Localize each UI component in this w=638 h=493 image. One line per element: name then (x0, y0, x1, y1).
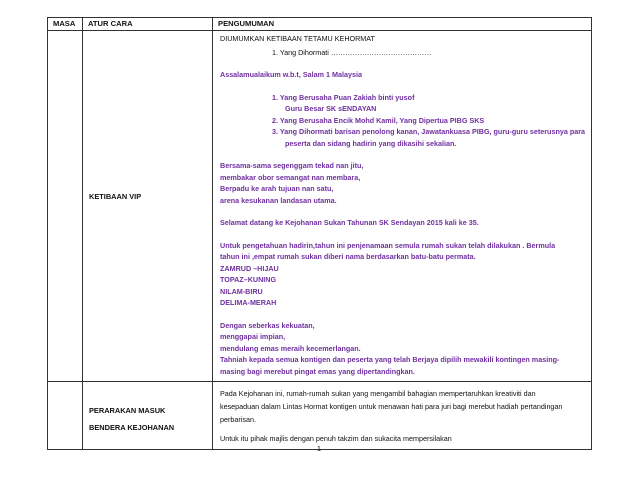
programme-table (47, 17, 592, 450)
header-pengumuman: PENGUMUMAN (213, 18, 592, 31)
masa-cell (48, 382, 83, 450)
pengumuman-cell (213, 31, 592, 382)
announce-line: menggapai impian, (220, 332, 286, 341)
masa-cell (48, 31, 83, 382)
announce-line: Berpadu ke arah tujuan nan satu, (220, 184, 334, 193)
announce-line: Tahniah kepada semua kontigen dan peserta yang telah Berjaya dipilih mewakili kontingen masing- (220, 355, 560, 364)
announce-line: kesepaduan dalam Lintas Hormat kontigen untuk menawan hati para juri bagi merebut hadiah pertandingan (220, 402, 563, 411)
atur-cara-cell (83, 382, 213, 450)
announce-line: Selamat datang ke Kejohanan Sukan Tahunan SK Sendayan 2015 kali ke 35. (220, 218, 479, 227)
announce-line: 3. Yang Dihormati barisan penolong kanan, Jawatankuasa PIBG, guru-guru seterusnya para (272, 127, 586, 136)
announce-line: Untuk itu pihak majlis dengan penuh takzim dan sukacita mempersilakan (220, 434, 452, 443)
announce-line: TOPAZ–KUNING (220, 275, 277, 284)
announce-line: Pada Kejohanan ini, rumah-rumah sukan yang mengambil bahagian mempertaruhkan kreativiti dan (220, 389, 536, 398)
page-number: 1 (316, 444, 322, 453)
announce-line: DIUMUMKAN KETIBAAN TETAMU KEHORMAT (220, 34, 375, 43)
announce-line: Dengan seberkas kekuatan, (220, 320, 315, 330)
announce-line: ZAMRUD –HIJAU (220, 263, 279, 273)
announce-line: Untuk pengetahuan hadirin,tahun ini penjenamaan semula rumah sukan telah dilakukan . Bermula (220, 240, 556, 250)
announce-line: membakar obor semangat nan membara, (220, 172, 361, 182)
announce-line: 1. Yang Dihormati …………………………………… (272, 47, 432, 57)
announce-line: 1. Yang Berusaha Puan Zakiah binti yusof (272, 92, 415, 102)
announce-line: Bersama-sama segenggam tekad nan jitu, (220, 161, 364, 170)
atur-cara-label: BENDERA KEJOHANAN (89, 423, 175, 432)
announce-line: Assalamualaikum w.b.t, Salam 1 Malaysia (220, 70, 362, 79)
row-perarakan-masuk (48, 382, 592, 450)
announce-line: DELIMA-MERAH (220, 298, 277, 307)
announce-line: peserta dan sidang hadirin yang dikasihi sekalian. (285, 138, 457, 148)
row-ketibaan-vip (48, 31, 592, 382)
announce-line: Guru Besar SK sENDAYAN (285, 104, 377, 113)
announce-line: NILAM-BIRU (220, 286, 263, 296)
pengumuman-cell (213, 382, 592, 450)
header-row (48, 18, 592, 31)
announce-line: perbarisan. (220, 415, 256, 424)
announce-line: mendulang emas meraih kecemerlangan. (220, 343, 361, 353)
announce-line: masing bagi merebut pingat emas yang dipertandingkan. (220, 366, 415, 376)
announce-line: arena kesukanan landasan utama. (220, 195, 337, 205)
announce-line: tahun ini ,empat rumah sukan diberi nama berdasarkan batu-batu permata. (220, 252, 476, 261)
announce-line: 2. Yang Berusaha Encik Mohd Kamil, Yang Dipertua PIBG SKS (272, 115, 485, 125)
header-atur-cara: ATUR CARA (83, 18, 213, 31)
atur-cara-label: KETIBAAN VIP (89, 192, 142, 201)
header-masa: MASA (48, 18, 83, 31)
atur-cara-cell (83, 31, 213, 382)
atur-cara-label: PERARAKAN MASUK (89, 406, 166, 415)
